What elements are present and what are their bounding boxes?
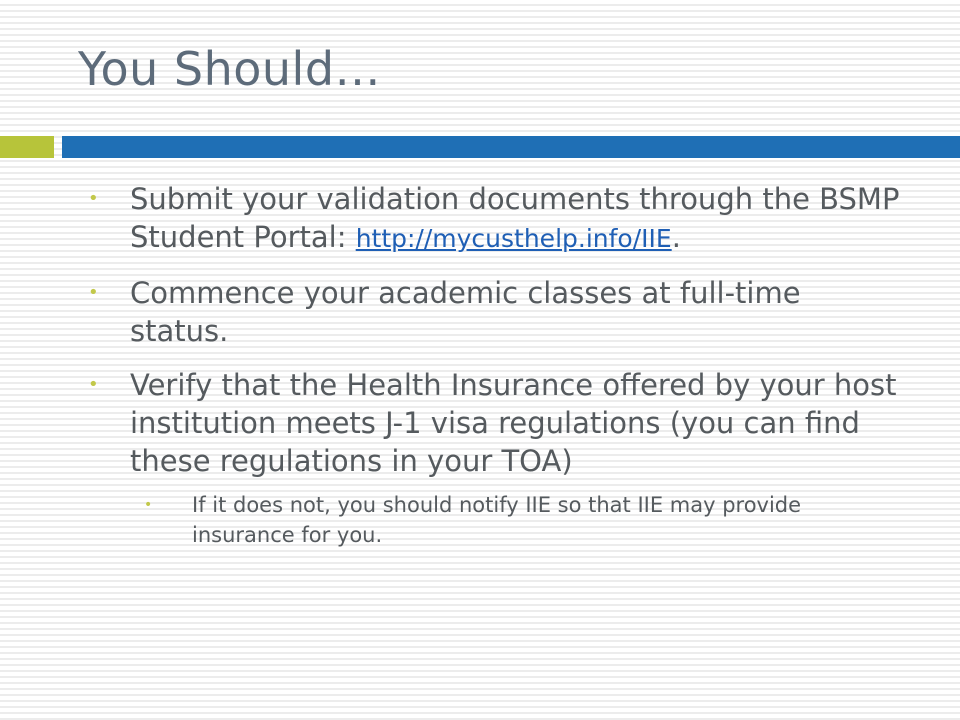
bullet-dot-icon: • — [88, 188, 99, 209]
bullet-text: Submit your validation documents through the BSMP Student Portal: — [130, 182, 900, 254]
sub-bullet-text: If it does not, you should notify IIE so that IIE may provide insurance for you. — [192, 493, 802, 547]
slide-title: You Should… — [78, 42, 382, 96]
bullet-item — [88, 180, 908, 258]
bullet-text: Verify that the Health Insurance offered by your host institution meets J-1 visa regulations (you can find these regulations in your TOA) — [130, 368, 897, 478]
bullet-dot-icon: • — [88, 282, 99, 303]
title-underline-bar — [62, 136, 960, 158]
portal-link[interactable]: http://mycusthelp.info/IIE — [355, 224, 672, 253]
sub-bullet-dot-icon: • — [144, 497, 153, 513]
bullet-text-end: . — [671, 220, 681, 254]
bullet-dot-icon: • — [88, 374, 99, 395]
bullet-item — [88, 366, 908, 480]
bullet-item — [88, 274, 908, 350]
title-accent-bar — [0, 136, 54, 158]
slide-content — [88, 180, 908, 550]
bullet-text: Commence your academic classes at full-time status. — [130, 276, 801, 348]
sub-bullet-item — [88, 490, 908, 550]
